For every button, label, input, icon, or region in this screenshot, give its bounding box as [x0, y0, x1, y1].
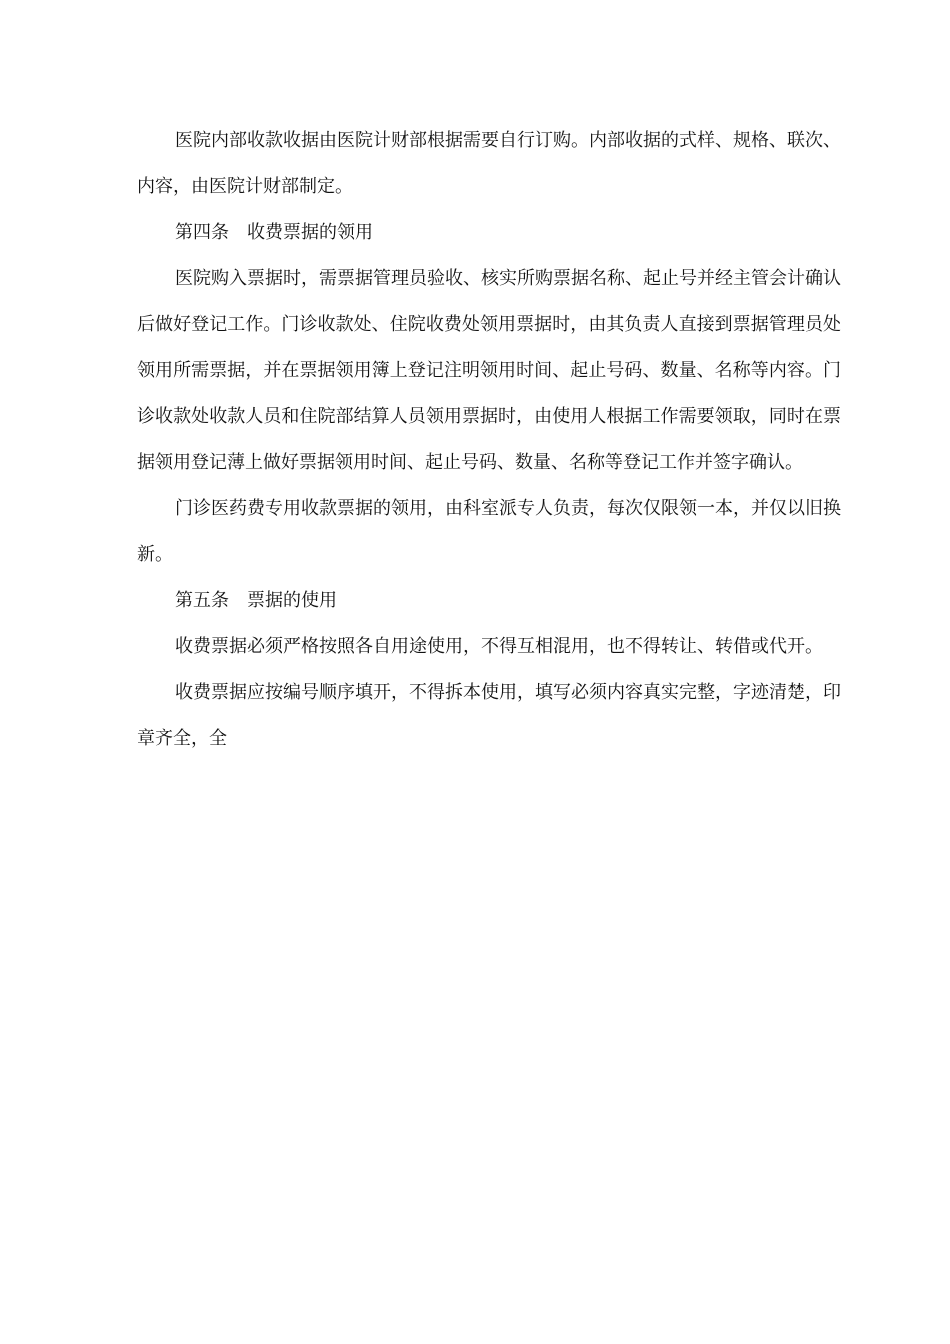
paragraph-ticket-usage: 收费票据必须严格按照各自用途使用，不得互相混用，也不得转让、转借或代开。: [175, 636, 823, 657]
paragraph-internal-receipts: 医院内部收款收据由医院计财部根据需要自行订购。内部收据的式样、规格、联次、内容，由医院计财部制定。: [137, 130, 841, 197]
paragraph-ticket-collection: 医院购入票据时，需票据管理员验收、核实所购票据名称、起止号并经主管会计确认后做好登记工作。门诊收款处、住院收费处领用票据时，由其负责人直接到票据管理员处领用所需票据，并在票据领用簿上登记注明领用时间、起止号码、数量、名称等内容。门诊收款处收款人员和住院部结算人员领用票据时，由使用人根据工作需要领取，同时在票据领用登记薄上做好票据领用时间、起止号码、数量、名称等登记工作并签字确认。: [137, 268, 841, 473]
article-5-heading: 第五条 票据的使用: [175, 590, 337, 611]
paragraph-outpatient-tickets: 门诊医药费专用收款票据的领用，由科室派专人负责，每次仅限领一本，并仅以旧换新。: [137, 498, 841, 565]
document-body: [137, 118, 841, 762]
article-4-heading: 第四条 收费票据的领用: [175, 222, 373, 243]
paragraph-ticket-filling: 收费票据应按编号顺序填开，不得拆本使用，填写必须内容真实完整，字迹清楚，印章齐全，全: [137, 682, 841, 749]
